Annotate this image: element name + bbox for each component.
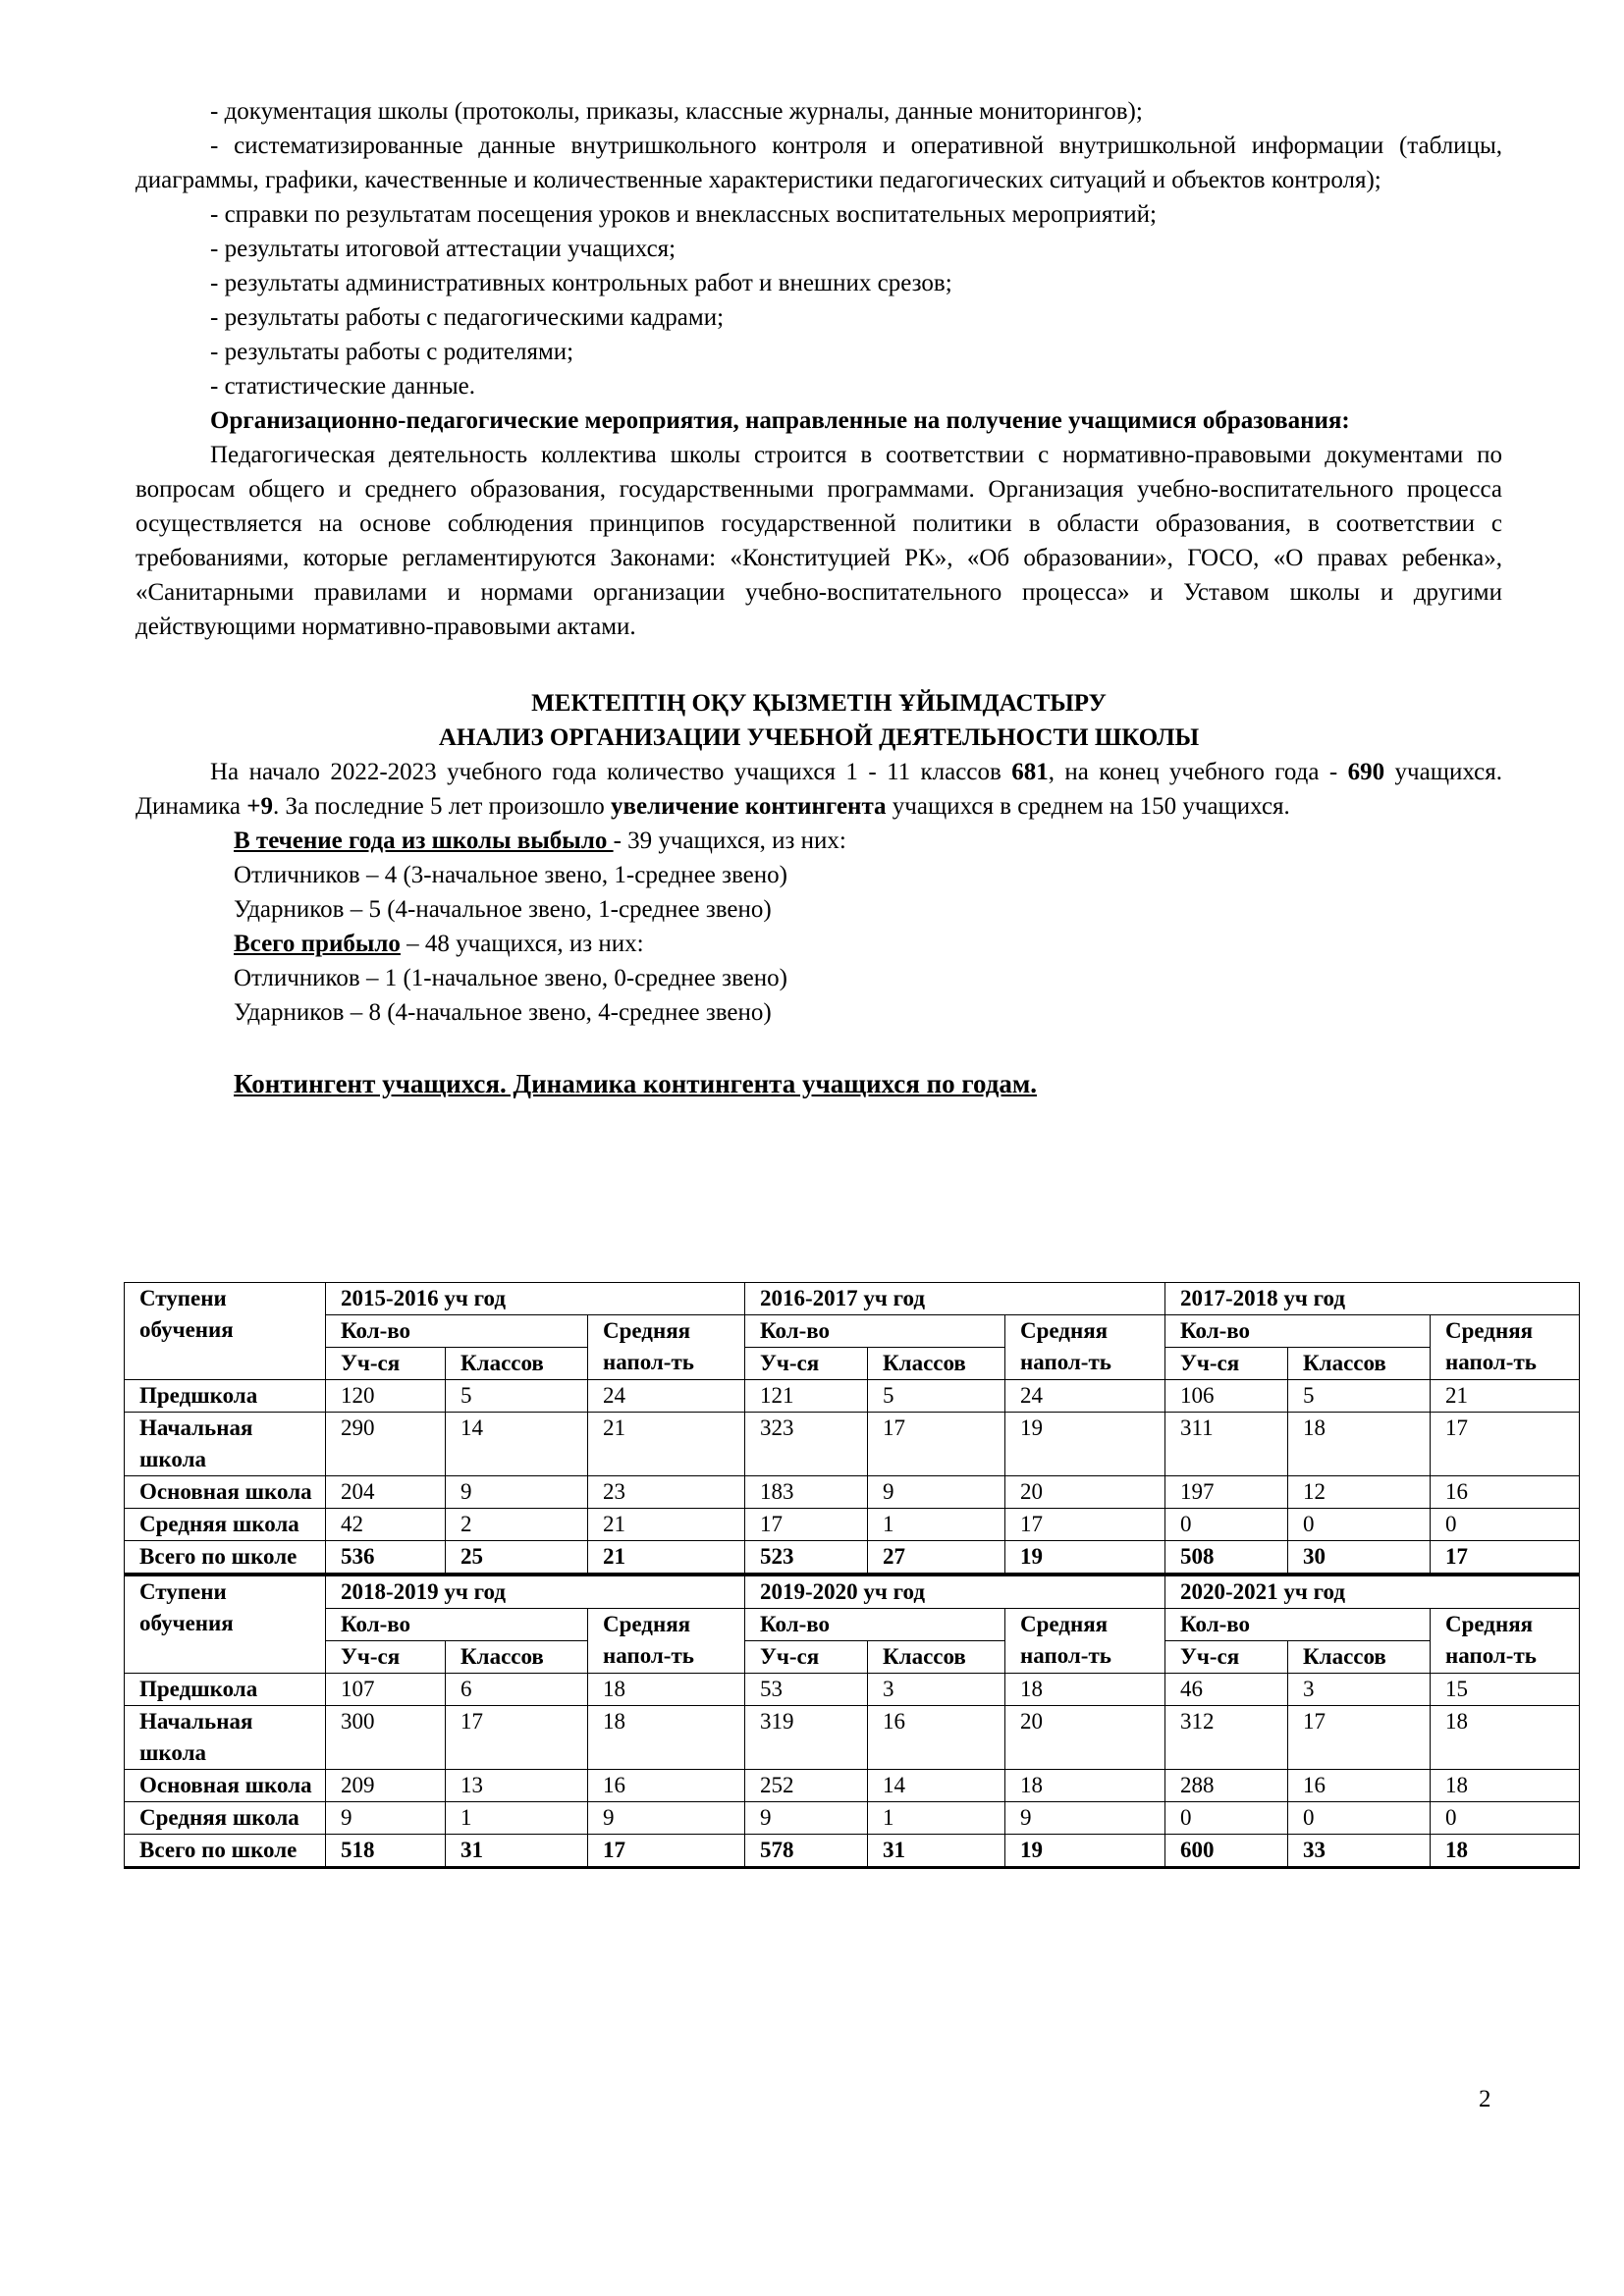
table-row [125, 1802, 1580, 1835]
table-cell: 107 [326, 1674, 446, 1706]
table-cell: 120 [326, 1380, 446, 1413]
table-cell: 16 [588, 1770, 745, 1802]
table-cell: 290 [326, 1413, 446, 1476]
table-cell: 17 [588, 1835, 745, 1868]
table-cell: 12 [1288, 1476, 1431, 1509]
table-cell: 31 [446, 1835, 588, 1868]
column-header-count: Кол-во [326, 1315, 588, 1348]
table-cell: 312 [1165, 1706, 1288, 1770]
row-label: Начальная школа [125, 1706, 326, 1770]
row-label: Всего по школе [125, 1835, 326, 1868]
table-cell: 21 [1431, 1380, 1580, 1413]
table-cell: 578 [745, 1835, 868, 1868]
list-item: - результаты работы с педагогическими кадрами; [210, 304, 725, 331]
column-header-students: Уч-ся [745, 1348, 868, 1380]
table-cell: 17 [446, 1706, 588, 1770]
table-cell: 600 [1165, 1835, 1288, 1868]
table-cell: 15 [1431, 1674, 1580, 1706]
year-header: 2015-2016 уч год [326, 1283, 745, 1315]
table-cell: 1 [446, 1802, 588, 1835]
table-cell: 0 [1431, 1802, 1580, 1835]
table-cell: 9 [588, 1802, 745, 1835]
table-cell: 14 [446, 1413, 588, 1476]
table-cell: 14 [868, 1770, 1005, 1802]
arrived-students-line: Всего прибыло – 48 учащихся, из них: [234, 931, 644, 957]
column-header-count: Кол-во [745, 1609, 1005, 1641]
table-cell: 17 [745, 1509, 868, 1541]
detail-line: Отличников – 4 (3-начальное звено, 1-среднее звено) [234, 862, 787, 888]
table-cell: 20 [1005, 1476, 1165, 1509]
list-item: - результаты итоговой аттестации учащихся; [210, 236, 677, 262]
table-cell: 30 [1288, 1541, 1431, 1575]
column-header-count: Кол-во [1165, 1315, 1431, 1348]
table-row [125, 1770, 1580, 1802]
year-header: 2020-2021 уч год [1165, 1575, 1580, 1609]
table-cell: 20 [1005, 1706, 1165, 1770]
column-header-students: Уч-ся [326, 1348, 446, 1380]
table-cell: 17 [1431, 1413, 1580, 1476]
table-cell: 18 [588, 1706, 745, 1770]
column-header-classes: Классов [868, 1348, 1005, 1380]
table-cell: 6 [446, 1674, 588, 1706]
list-item: - справки по результатам посещения уроков и внеклассных воспитательных мероприятий; [210, 201, 1157, 228]
table-cell: 288 [1165, 1770, 1288, 1802]
table-cell: 16 [1288, 1770, 1431, 1802]
table-cell: 18 [1005, 1770, 1165, 1802]
table-cell: 5 [868, 1380, 1005, 1413]
table-cell: 5 [1288, 1380, 1431, 1413]
document-page [135, 94, 1502, 1102]
column-header-stage: Ступени обучения [125, 1283, 326, 1380]
table-cell: 9 [326, 1802, 446, 1835]
table-cell: 9 [1005, 1802, 1165, 1835]
table-cell: 3 [1288, 1674, 1431, 1706]
row-label: Всего по школе [125, 1541, 326, 1575]
table-cell: 16 [1431, 1476, 1580, 1509]
table-cell: 2 [446, 1509, 588, 1541]
table-row [125, 1380, 1580, 1413]
table-cell: 23 [588, 1476, 745, 1509]
table-cell: 18 [1288, 1413, 1431, 1476]
table-cell: 106 [1165, 1380, 1288, 1413]
increase-phrase: увеличение контингента [610, 793, 887, 820]
table-cell: 523 [745, 1541, 868, 1575]
table-row [125, 1476, 1580, 1509]
column-header-students: Уч-ся [1165, 1348, 1288, 1380]
column-header-students: Уч-ся [745, 1641, 868, 1674]
detail-line: Ударников – 5 (4-начальное звено, 1-среднее звено) [234, 896, 772, 923]
column-header-count: Кол-во [745, 1315, 1005, 1348]
table-cell: 31 [868, 1835, 1005, 1868]
table-cell: 300 [326, 1706, 446, 1770]
page-number: 2 [1479, 2086, 1491, 2112]
column-header-students: Уч-ся [326, 1641, 446, 1674]
year-header: 2019-2020 уч год [745, 1575, 1165, 1609]
column-header-avg: Средняя напол-ть [1005, 1315, 1165, 1380]
table-cell: 9 [745, 1802, 868, 1835]
table-cell: 53 [745, 1674, 868, 1706]
table-cell: 323 [745, 1413, 868, 1476]
table-cell: 21 [588, 1509, 745, 1541]
table-cell: 0 [1165, 1509, 1288, 1541]
column-header-classes: Классов [446, 1641, 588, 1674]
table-cell: 0 [1165, 1802, 1288, 1835]
table-cell: 121 [745, 1380, 868, 1413]
column-header-avg: Средняя напол-ть [1005, 1609, 1165, 1674]
table-cell: 183 [745, 1476, 868, 1509]
table-cell: 19 [1005, 1835, 1165, 1868]
section-body: Педагогическая деятельность коллектива школы строится в соответствии с нормативно-правовыми документами по вопросам общего и среднего образования, государственными программами. Организация учебно-воспитательного процесса осуществляется на основе соблюдения принципов государственной политики в области образования, в соответствии с требованиями, которые регламентируются Законами: «Конституцией РК», «Об образовании», ГОСО, «О правах ребенка», «Санитарными правилами и нормами организации учебно-воспитательного процесса» и Уставом школы и другими действующими нормативно-правовыми актами. [135, 442, 1502, 640]
column-header-classes: Классов [1288, 1641, 1431, 1674]
table-cell: 518 [326, 1835, 446, 1868]
end-count: 690 [1347, 759, 1385, 785]
detail-line: Отличников – 1 (1-начальное звено, 0-среднее звено) [234, 965, 787, 991]
table-cell: 17 [868, 1413, 1005, 1476]
table-cell: 311 [1165, 1413, 1288, 1476]
table-cell: 3 [868, 1674, 1005, 1706]
table-cell: 25 [446, 1541, 588, 1575]
table-cell: 18 [1431, 1706, 1580, 1770]
table-cell: 0 [1288, 1509, 1431, 1541]
table-cell: 46 [1165, 1674, 1288, 1706]
table-row [125, 1674, 1580, 1706]
row-label: Средняя школа [125, 1509, 326, 1541]
row-label: Основная школа [125, 1770, 326, 1802]
table-cell: 18 [1005, 1674, 1165, 1706]
list-item: - результаты работы с родителями; [210, 339, 574, 365]
table-row [125, 1413, 1580, 1476]
table-cell: 209 [326, 1770, 446, 1802]
column-header-count: Кол-во [1165, 1609, 1431, 1641]
table-cell: 197 [1165, 1476, 1288, 1509]
table-cell: 18 [1431, 1835, 1580, 1868]
contingent-table [124, 1282, 1580, 1869]
year-header: 2017-2018 уч год [1165, 1283, 1580, 1315]
table-cell: 1 [868, 1802, 1005, 1835]
table-cell: 0 [1288, 1802, 1431, 1835]
list-item: - документация школы (протоколы, приказы, классные журналы, данные мониторингов); [210, 98, 1143, 125]
table-cell: 17 [1431, 1541, 1580, 1575]
table-cell: 508 [1165, 1541, 1288, 1575]
column-header-avg: Средняя напол-ть [1431, 1315, 1580, 1380]
table-cell: 19 [1005, 1541, 1165, 1575]
column-header-classes: Классов [446, 1348, 588, 1380]
table-cell: 27 [868, 1541, 1005, 1575]
table-cell: 9 [446, 1476, 588, 1509]
column-header-avg: Средняя напол-ть [588, 1609, 745, 1674]
table-cell: 33 [1288, 1835, 1431, 1868]
list-item: - результаты административных контрольных работ и внешних срезов; [210, 270, 952, 296]
table-cell: 1 [868, 1509, 1005, 1541]
table-cell: 0 [1431, 1509, 1580, 1541]
analysis-paragraph: На начало 2022-2023 учебного года количество учащихся 1 - 11 классов 681, на конец учебного года - 690 учащихся. Динамика +9. За последние 5 лет произошло увеличение контингента учащихся в среднем на 150 учащихся. [135, 759, 1502, 820]
table-row [125, 1706, 1580, 1770]
table-cell: 5 [446, 1380, 588, 1413]
table-cell: 252 [745, 1770, 868, 1802]
row-label: Средняя школа [125, 1802, 326, 1835]
table-title: Контингент учащихся. Динамика контингента учащихся по годам. [234, 1069, 1038, 1098]
table-row [125, 1509, 1580, 1541]
title-kazakh: МЕКТЕПТІҢ ОҚУ ҚЫЗМЕТІН ҰЙЫМДАСТЫРУ [531, 690, 1107, 717]
detail-line: Ударников – 8 (4-начальное звено, 4-среднее звено) [234, 999, 772, 1026]
row-label: Предшкола [125, 1674, 326, 1706]
table-cell: 18 [1431, 1770, 1580, 1802]
table-cell: 24 [1005, 1380, 1165, 1413]
dynamics-value: +9 [246, 793, 273, 820]
table-cell: 204 [326, 1476, 446, 1509]
section-heading: Организационно-педагогические мероприятия, направленные на получение учащимися образования: [210, 407, 1350, 434]
table-cell: 42 [326, 1509, 446, 1541]
column-header-avg: Средняя напол-ть [588, 1315, 745, 1380]
column-header-classes: Классов [1288, 1348, 1431, 1380]
table-cell: 17 [1005, 1509, 1165, 1541]
table-row-total [125, 1835, 1580, 1868]
column-header-classes: Классов [868, 1641, 1005, 1674]
table-cell: 21 [588, 1541, 745, 1575]
column-header-students: Уч-ся [1165, 1641, 1288, 1674]
table-cell: 319 [745, 1706, 868, 1770]
list-item: - статистические данные. [210, 373, 476, 400]
start-count: 681 [1011, 759, 1049, 785]
year-header: 2016-2017 уч год [745, 1283, 1165, 1315]
table-cell: 9 [868, 1476, 1005, 1509]
table-cell: 13 [446, 1770, 588, 1802]
table-cell: 536 [326, 1541, 446, 1575]
table-cell: 21 [588, 1413, 745, 1476]
column-header-avg: Средняя напол-ть [1431, 1609, 1580, 1674]
table-cell: 17 [1288, 1706, 1431, 1770]
column-header-stage: Ступени обучения [125, 1575, 326, 1674]
column-header-count: Кол-во [326, 1609, 588, 1641]
list-item: - систематизированные данные внутришкольного контроля и оперативной внутришкольной информации (таблицы, диаграммы, графики, качественные и количественные характеристики педагогических ситуаций и объектов контроля); [135, 133, 1502, 193]
left-students-line: В течение года из школы выбыло - 39 учащихся, из них: [234, 828, 846, 854]
year-header: 2018-2019 уч год [326, 1575, 745, 1609]
title-russian: АНАЛИЗ ОРГАНИЗАЦИИ УЧЕБНОЙ ДЕЯТЕЛЬНОСТИ ШКОЛЫ [438, 724, 1200, 751]
row-label: Основная школа [125, 1476, 326, 1509]
table-cell: 24 [588, 1380, 745, 1413]
row-label: Начальная школа [125, 1413, 326, 1476]
table-cell: 18 [588, 1674, 745, 1706]
table-cell: 19 [1005, 1413, 1165, 1476]
table-cell: 16 [868, 1706, 1005, 1770]
row-label: Предшкола [125, 1380, 326, 1413]
table-row-total [125, 1541, 1580, 1575]
